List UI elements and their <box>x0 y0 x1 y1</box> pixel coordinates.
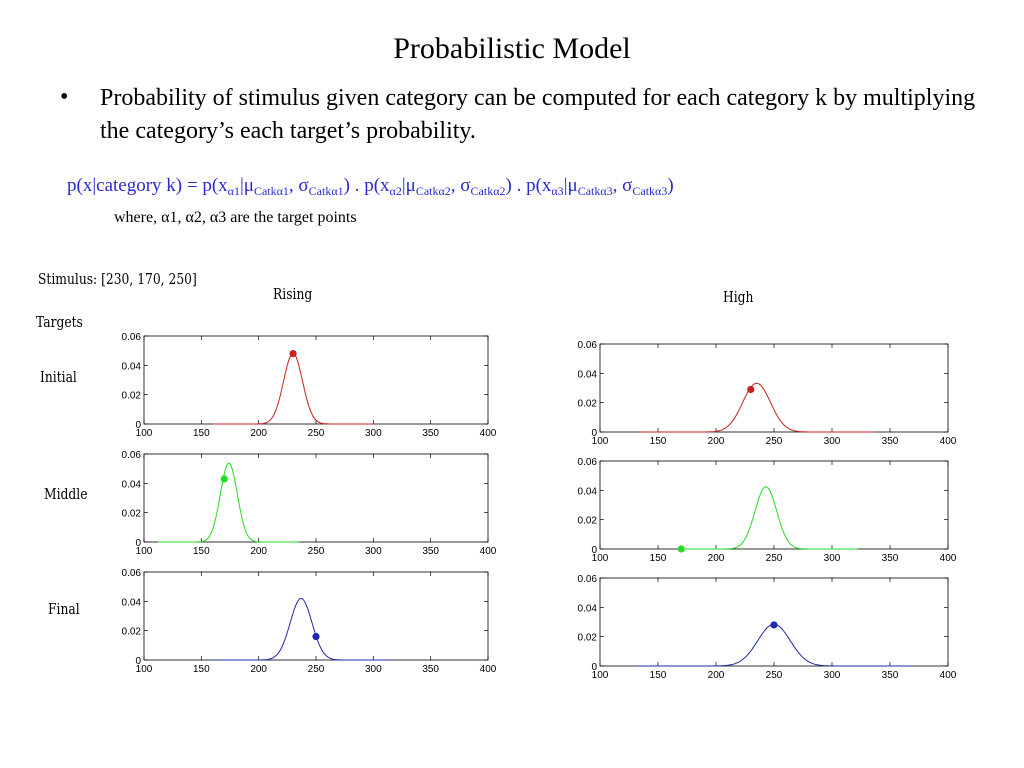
y-tick-label: 0 <box>591 428 597 439</box>
x-tick-label: 250 <box>307 546 325 557</box>
x-tick-label: 200 <box>707 436 725 447</box>
term-1-sub-x: α1 <box>227 184 240 198</box>
formula-lhs: p(x|category k) = <box>67 175 203 196</box>
term-2-sub-x: α2 <box>389 184 402 198</box>
term-3-sub-mu: Catkα3 <box>577 184 613 198</box>
x-tick-label: 150 <box>649 553 667 564</box>
y-tick-label: 0.02 <box>121 508 141 520</box>
target-point <box>747 386 754 393</box>
y-tick-label: 0.02 <box>121 626 141 638</box>
x-tick-label: 100 <box>591 436 609 447</box>
x-tick-label: 150 <box>192 428 210 439</box>
chart-rising-initial <box>100 330 500 442</box>
term-2-mu: |μ <box>401 175 416 196</box>
plot-frame <box>600 461 948 549</box>
x-tick-label: 100 <box>591 553 609 564</box>
chart-rising-final <box>100 566 500 678</box>
target-point <box>770 621 777 628</box>
x-tick-label: 400 <box>479 546 497 557</box>
formula-term-1 <box>202 175 350 196</box>
y-tick-label: 0 <box>135 420 141 431</box>
x-tick-label: 250 <box>765 670 783 681</box>
column-label-rising: Rising <box>273 285 313 303</box>
y-tick-label: 0.06 <box>121 450 141 461</box>
x-tick-label: 200 <box>250 428 268 439</box>
y-tick-label: 0.02 <box>577 632 597 644</box>
row-label-initial: Initial <box>40 368 77 386</box>
chart-high-final <box>556 572 960 684</box>
x-tick-label: 400 <box>939 670 957 681</box>
stimulus-label: Stimulus: [230, 170, 250] <box>38 270 197 288</box>
plot-frame <box>144 336 488 424</box>
term-1-mu: |μ <box>239 175 254 196</box>
term-2-open: p(x <box>364 175 390 196</box>
y-tick-label: 0.06 <box>577 574 597 585</box>
y-tick-label: 0.06 <box>121 332 141 343</box>
x-tick-label: 400 <box>939 553 957 564</box>
bullet-text: Probability of stimulus given category can be computed for each category k by multiplying the category’s each target’s probability. <box>100 85 976 144</box>
formula-term-3 <box>526 175 674 196</box>
x-tick-label: 250 <box>765 553 783 564</box>
y-tick-label: 0.02 <box>577 515 597 527</box>
term-1-sub-sigma: Catkα1 <box>308 184 344 198</box>
plot-frame <box>600 344 948 432</box>
chart-high-initial <box>556 338 960 450</box>
x-tick-label: 100 <box>135 664 153 675</box>
x-tick-label: 250 <box>307 664 325 675</box>
term-2-sub-mu: Catkα2 <box>415 184 451 198</box>
y-tick-label: 0.04 <box>577 603 597 615</box>
y-tick-label: 0.04 <box>577 486 597 498</box>
x-tick-label: 150 <box>649 436 667 447</box>
chart-high-middle <box>556 455 960 567</box>
term-2-close: ) <box>505 175 512 196</box>
x-tick-label: 200 <box>250 664 268 675</box>
chart-rising-middle <box>100 448 500 560</box>
formula-sep-2: . <box>511 175 527 196</box>
row-label-final: Final <box>48 600 80 618</box>
term-3-close: ) <box>667 175 674 196</box>
x-tick-label: 200 <box>707 553 725 564</box>
x-tick-label: 200 <box>707 670 725 681</box>
x-tick-label: 250 <box>307 428 325 439</box>
x-tick-label: 150 <box>192 546 210 557</box>
term-3-mu: |μ <box>563 175 578 196</box>
term-1-close: ) <box>343 175 350 196</box>
x-tick-label: 350 <box>881 670 899 681</box>
plot-frame <box>144 572 488 660</box>
y-tick-label: 0.02 <box>577 398 597 410</box>
x-tick-label: 150 <box>649 670 667 681</box>
y-tick-label: 0.06 <box>577 340 597 351</box>
y-tick-label: 0 <box>591 545 597 556</box>
x-tick-label: 200 <box>250 546 268 557</box>
x-tick-label: 350 <box>881 436 899 447</box>
x-tick-label: 100 <box>135 546 153 557</box>
bullet-marker: • <box>60 84 69 110</box>
term-3-open: p(x <box>526 175 552 196</box>
x-tick-label: 300 <box>364 428 382 439</box>
x-tick-label: 400 <box>939 436 957 447</box>
x-tick-label: 400 <box>479 428 497 439</box>
slide-title: Probabilistic Model <box>393 32 631 65</box>
x-tick-label: 300 <box>364 664 382 675</box>
plot-frame <box>144 454 488 542</box>
term-1-sigma: , σ <box>288 175 309 196</box>
x-tick-label: 400 <box>479 664 497 675</box>
row-label-middle: Middle <box>44 485 88 503</box>
term-1-sub-mu: Catkα1 <box>253 184 289 198</box>
term-3-sub-x: α3 <box>551 184 564 198</box>
y-tick-label: 0.06 <box>577 457 597 468</box>
term-3-sub-sigma: Catkα3 <box>632 184 668 198</box>
x-tick-label: 350 <box>422 428 440 439</box>
probability-formula <box>67 175 674 199</box>
formula-sep-1: . <box>349 175 365 196</box>
y-tick-label: 0 <box>135 538 141 549</box>
x-tick-label: 100 <box>591 670 609 681</box>
y-tick-label: 0.04 <box>121 597 141 609</box>
y-tick-label: 0.04 <box>577 369 597 381</box>
y-tick-label: 0.04 <box>121 479 141 491</box>
where-note: where, α1, α2, α3 are the target points <box>114 209 357 226</box>
y-tick-label: 0.02 <box>121 390 141 402</box>
x-tick-label: 150 <box>192 664 210 675</box>
target-point <box>221 475 228 482</box>
x-tick-label: 300 <box>823 553 841 564</box>
term-2-sigma: , σ <box>450 175 471 196</box>
y-tick-label: 0 <box>591 662 597 673</box>
targets-label: Targets <box>36 313 83 331</box>
x-tick-label: 300 <box>364 546 382 557</box>
y-tick-label: 0.06 <box>121 568 141 579</box>
x-tick-label: 100 <box>135 428 153 439</box>
x-tick-label: 350 <box>881 553 899 564</box>
x-tick-label: 300 <box>823 436 841 447</box>
formula-term-2 <box>364 175 512 196</box>
x-tick-label: 300 <box>823 670 841 681</box>
x-tick-label: 250 <box>765 436 783 447</box>
term-3-sigma: , σ <box>612 175 633 196</box>
x-tick-label: 350 <box>422 546 440 557</box>
column-label-high: High <box>723 288 754 306</box>
target-point <box>678 545 685 552</box>
y-tick-label: 0 <box>135 656 141 667</box>
target-point <box>289 350 296 357</box>
target-point <box>312 633 319 640</box>
y-tick-label: 0.04 <box>121 361 141 373</box>
term-1-open: p(x <box>202 175 228 196</box>
term-2-sub-sigma: Catkα2 <box>470 184 506 198</box>
x-tick-label: 350 <box>422 664 440 675</box>
